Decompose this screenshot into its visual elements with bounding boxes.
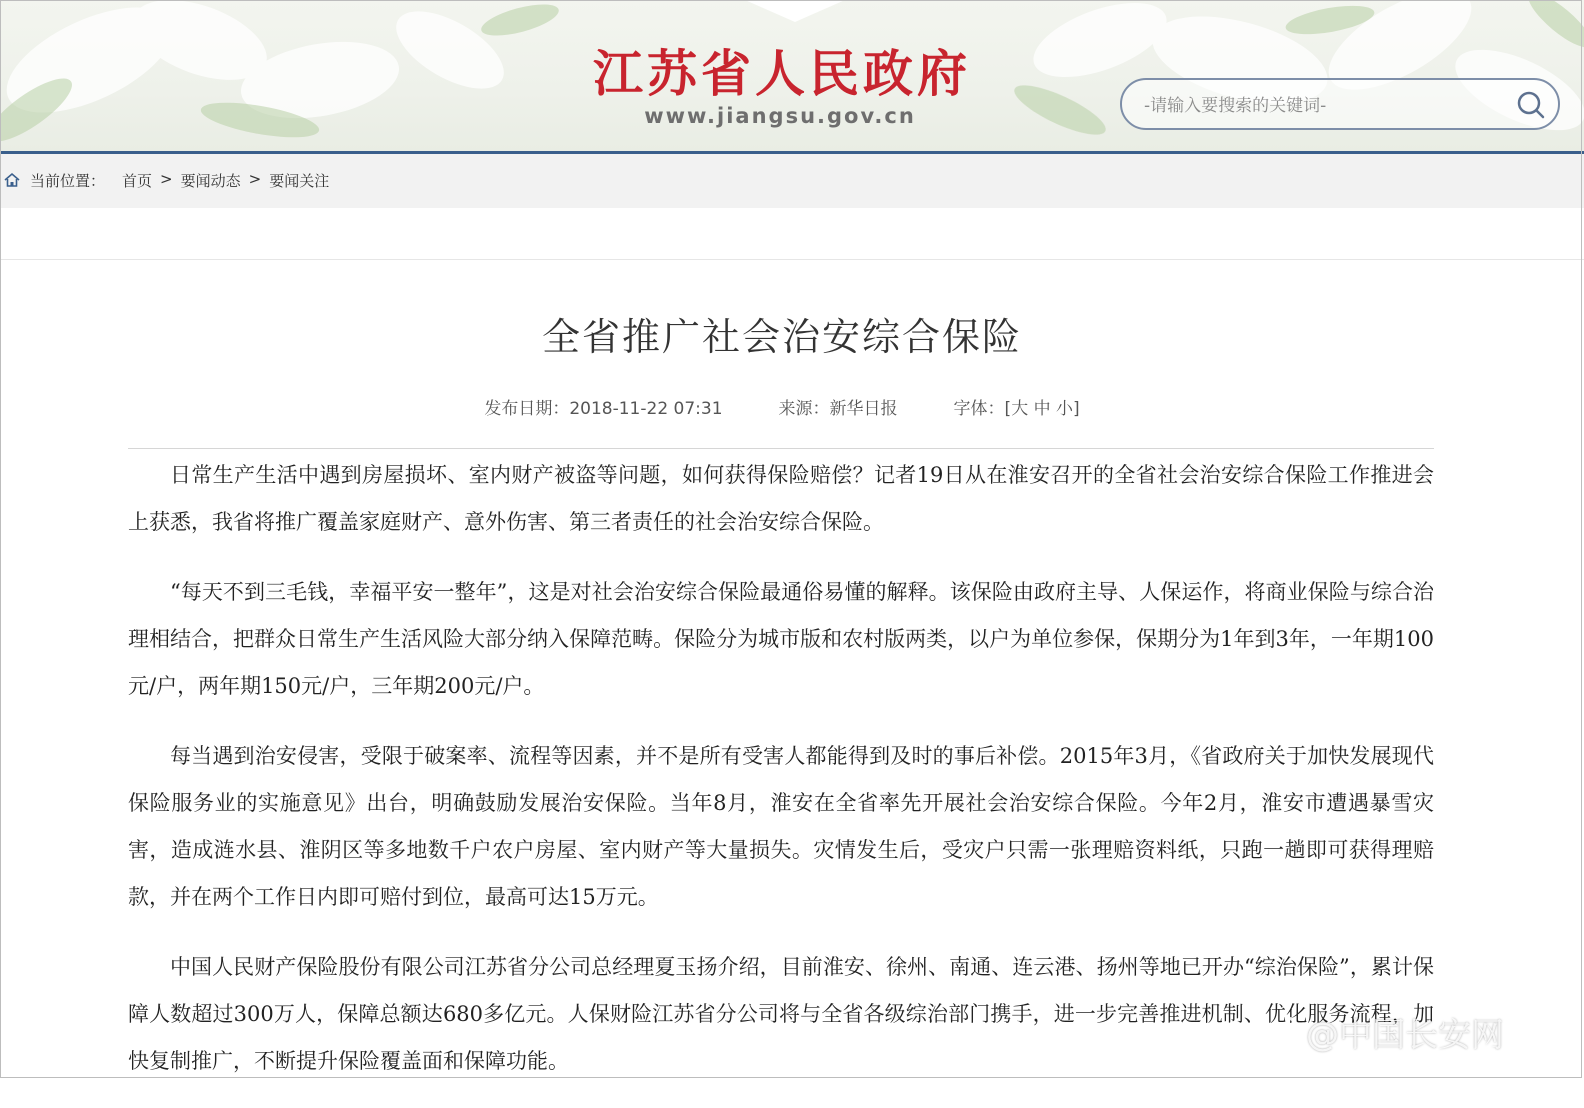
article-meta	[0, 394, 1564, 419]
article-paragraph: 每当遇到治安侵害，受限于破案率、流程等因素，并不是所有受害人都能得到及时的事后补偿。2015年3月，《省政府关于加快发展现代保险服务业的实施意见》出台，明确鼓励发展治安保险。当年8月，淮安在全省率先开展社会治安综合保险。今年2月，淮安市遭遇暴雪灾害，造成涟水县、淮阴区等多地数千户农户房屋、室内财产等大量损失。灾情发生后，受灾户只需一张理赔资料纸，只跑一趟即可获得理赔款，并在两个工作日内即可赔付到位，最高可达15万元。	[128, 744, 1434, 909]
breadcrumb-label: 当前位置：	[30, 172, 106, 190]
search-icon[interactable]	[1516, 90, 1546, 120]
content-divider	[0, 259, 1584, 260]
site-url: www.jiangsu.gov.cn	[644, 104, 916, 128]
header-notch	[745, 0, 845, 22]
font-large-button[interactable]: 大	[1011, 399, 1029, 419]
article-paragraph: “每天不到三毛钱，幸福平安一整年”，这是对社会治安综合保险最通俗易懂的解释。该保险由政府主导、人保运作，将商业保险与综合治理相结合，把群众日常生产生活风险大部分纳入保障范畴。保险分为城市版和农村版两类，以户为单位参保，保期分为1年到3年，一年期100元/户，两年期150元/户，三年期200元/户。	[128, 580, 1434, 698]
weibo-watermark	[1252, 1006, 1504, 1058]
font-size-close: ]	[1073, 399, 1080, 419]
weibo-icon	[1252, 1012, 1300, 1052]
article-title: 全省推广社会治安综合保险	[541, 315, 1022, 359]
breadcrumb-home[interactable]: 首页	[122, 172, 153, 190]
search-input[interactable]	[1142, 90, 1506, 122]
home-icon	[4, 172, 20, 188]
search-box	[1120, 78, 1560, 130]
article-paragraph: 中国人民财产保险股份有限公司江苏省分公司总经理夏玉扬介绍，目前淮安、徐州、南通、连云港、扬州等地已开办“综治保险”，累计保障人数超过300万人，保障总额达680多亿元。人保财险江苏省分公司将与全省各级综治部门携手，进一步完善推进机制、优化服务流程，加快复制推广，不断提升保险覆盖面和保障功能。	[128, 955, 1434, 1073]
breadcrumb	[0, 154, 1584, 208]
font-size-label: 字体：[	[953, 399, 1012, 419]
breadcrumb-separator: >	[160, 170, 173, 188]
breadcrumb-focus[interactable]: 要闻关注	[269, 172, 330, 190]
breadcrumb-items	[122, 170, 329, 191]
breadcrumb-separator: >	[248, 170, 262, 188]
site-title[interactable]: 江苏省人民政府	[593, 45, 971, 103]
article-body	[128, 452, 1434, 1108]
publish-date: 发布日期：2018-11-22 07:31	[484, 399, 723, 419]
article-source: 来源：新华日报	[778, 399, 898, 419]
breadcrumb-news[interactable]: 要闻动态	[180, 172, 241, 190]
site-header	[0, 0, 1584, 152]
font-small-button[interactable]: 小	[1056, 399, 1073, 419]
font-medium-button[interactable]: 中	[1033, 399, 1051, 419]
watermark-text: @中国长安网	[1306, 1014, 1504, 1054]
article-paragraph: 日常生产生活中遇到房屋损坏、室内财产被盗等问题，如何获得保险赔偿？记者19日从在淮安召开的全省社会治安综合保险工作推进会上获悉，我省将推广覆盖家庭财产、意外伤害、第三者责任的社会治安综合保险。	[128, 463, 1434, 534]
article-rule	[128, 448, 1434, 449]
